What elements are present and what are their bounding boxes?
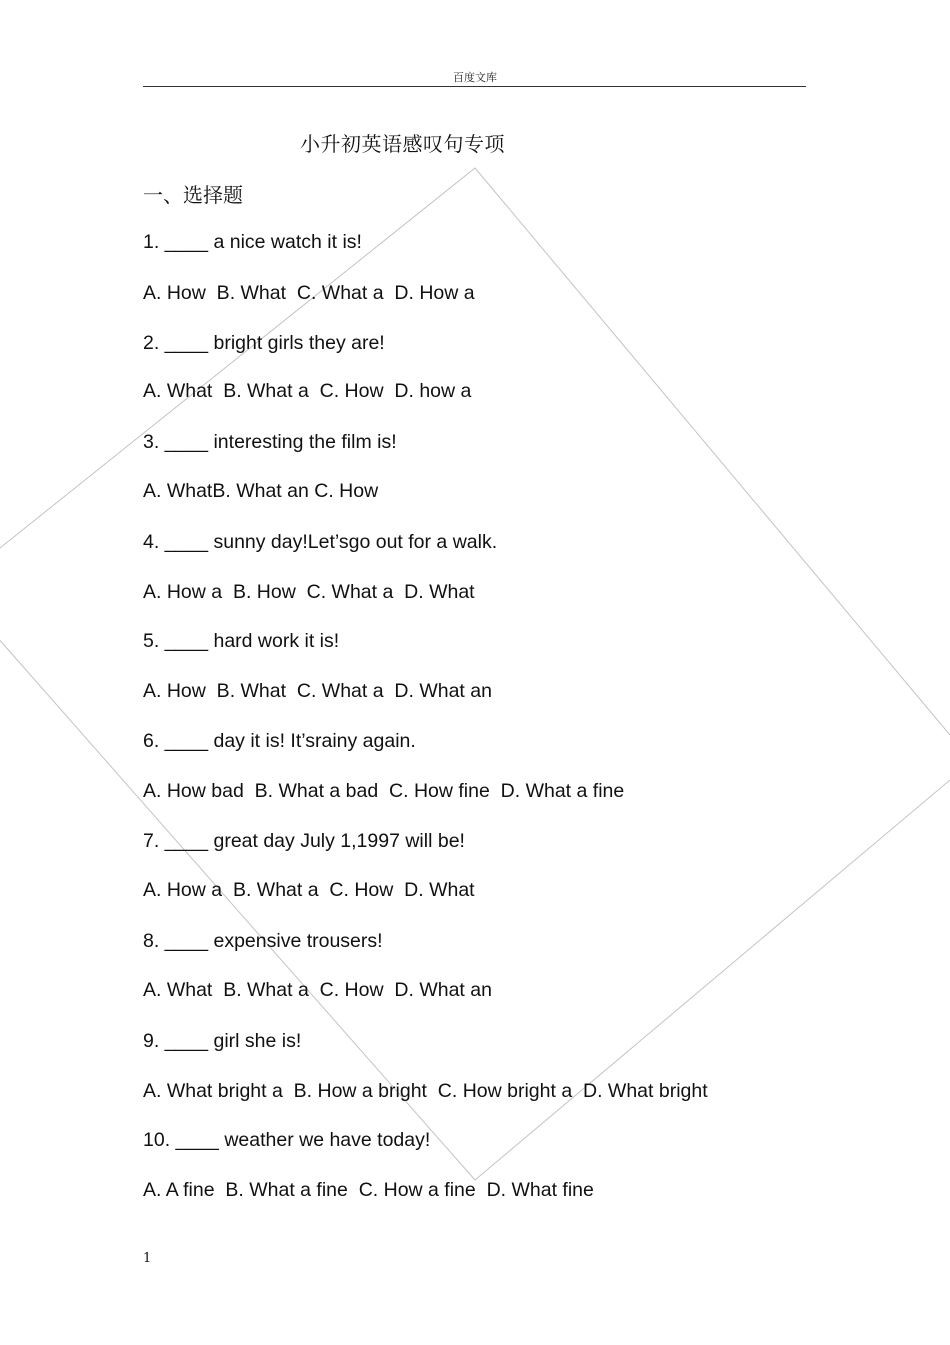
question-1: 1. ____ a nice watch it is!: [143, 231, 362, 253]
options-9: A. What bright a B. How a bright C. How bright a D. What bright: [143, 1080, 708, 1102]
options-4: A. How a B. How C. What a D. What: [143, 581, 475, 603]
document-title: 小升初英语感叹句专项: [300, 132, 505, 156]
question-3: 3. ____ interesting the film is!: [143, 431, 397, 453]
options-3: A. WhatB. What an C. How: [143, 480, 379, 502]
options-8: A. What B. What a C. How D. What an: [143, 979, 492, 1001]
question-8: 8. ____ expensive trousers!: [143, 930, 383, 952]
options-5: A. How B. What C. What a D. What an: [143, 680, 492, 702]
options-2: A. What B. What a C. How D. how a: [143, 380, 472, 402]
question-6: 6. ____ day it is! It’srainy again.: [143, 730, 416, 752]
options-6: A. How bad B. What a bad C. How fine D. What a fine: [143, 780, 625, 802]
question-2: 2. ____ bright girls they are!: [143, 332, 385, 354]
question-7: 7. ____ great day July 1,1997 will be!: [143, 830, 465, 852]
question-9: 9. ____ girl she is!: [143, 1030, 302, 1052]
options-1: A. How B. What C. What a D. How a: [143, 282, 475, 304]
section-heading: 一、选择题: [143, 183, 243, 207]
question-10: 10. ____ weather we have today!: [143, 1129, 431, 1151]
options-7: A. How a B. What a C. How D. What: [143, 879, 475, 901]
header-divider: [143, 86, 806, 87]
page-number: 1: [143, 1251, 152, 1266]
header-text: 百度文库: [453, 71, 497, 84]
question-5: 5. ____ hard work it is!: [143, 630, 340, 652]
question-4: 4. ____ sunny day!Let’sgo out for a walk.: [143, 531, 498, 553]
options-10: A. A fine B. What a fine C. How a fine D. What fine: [143, 1179, 594, 1201]
